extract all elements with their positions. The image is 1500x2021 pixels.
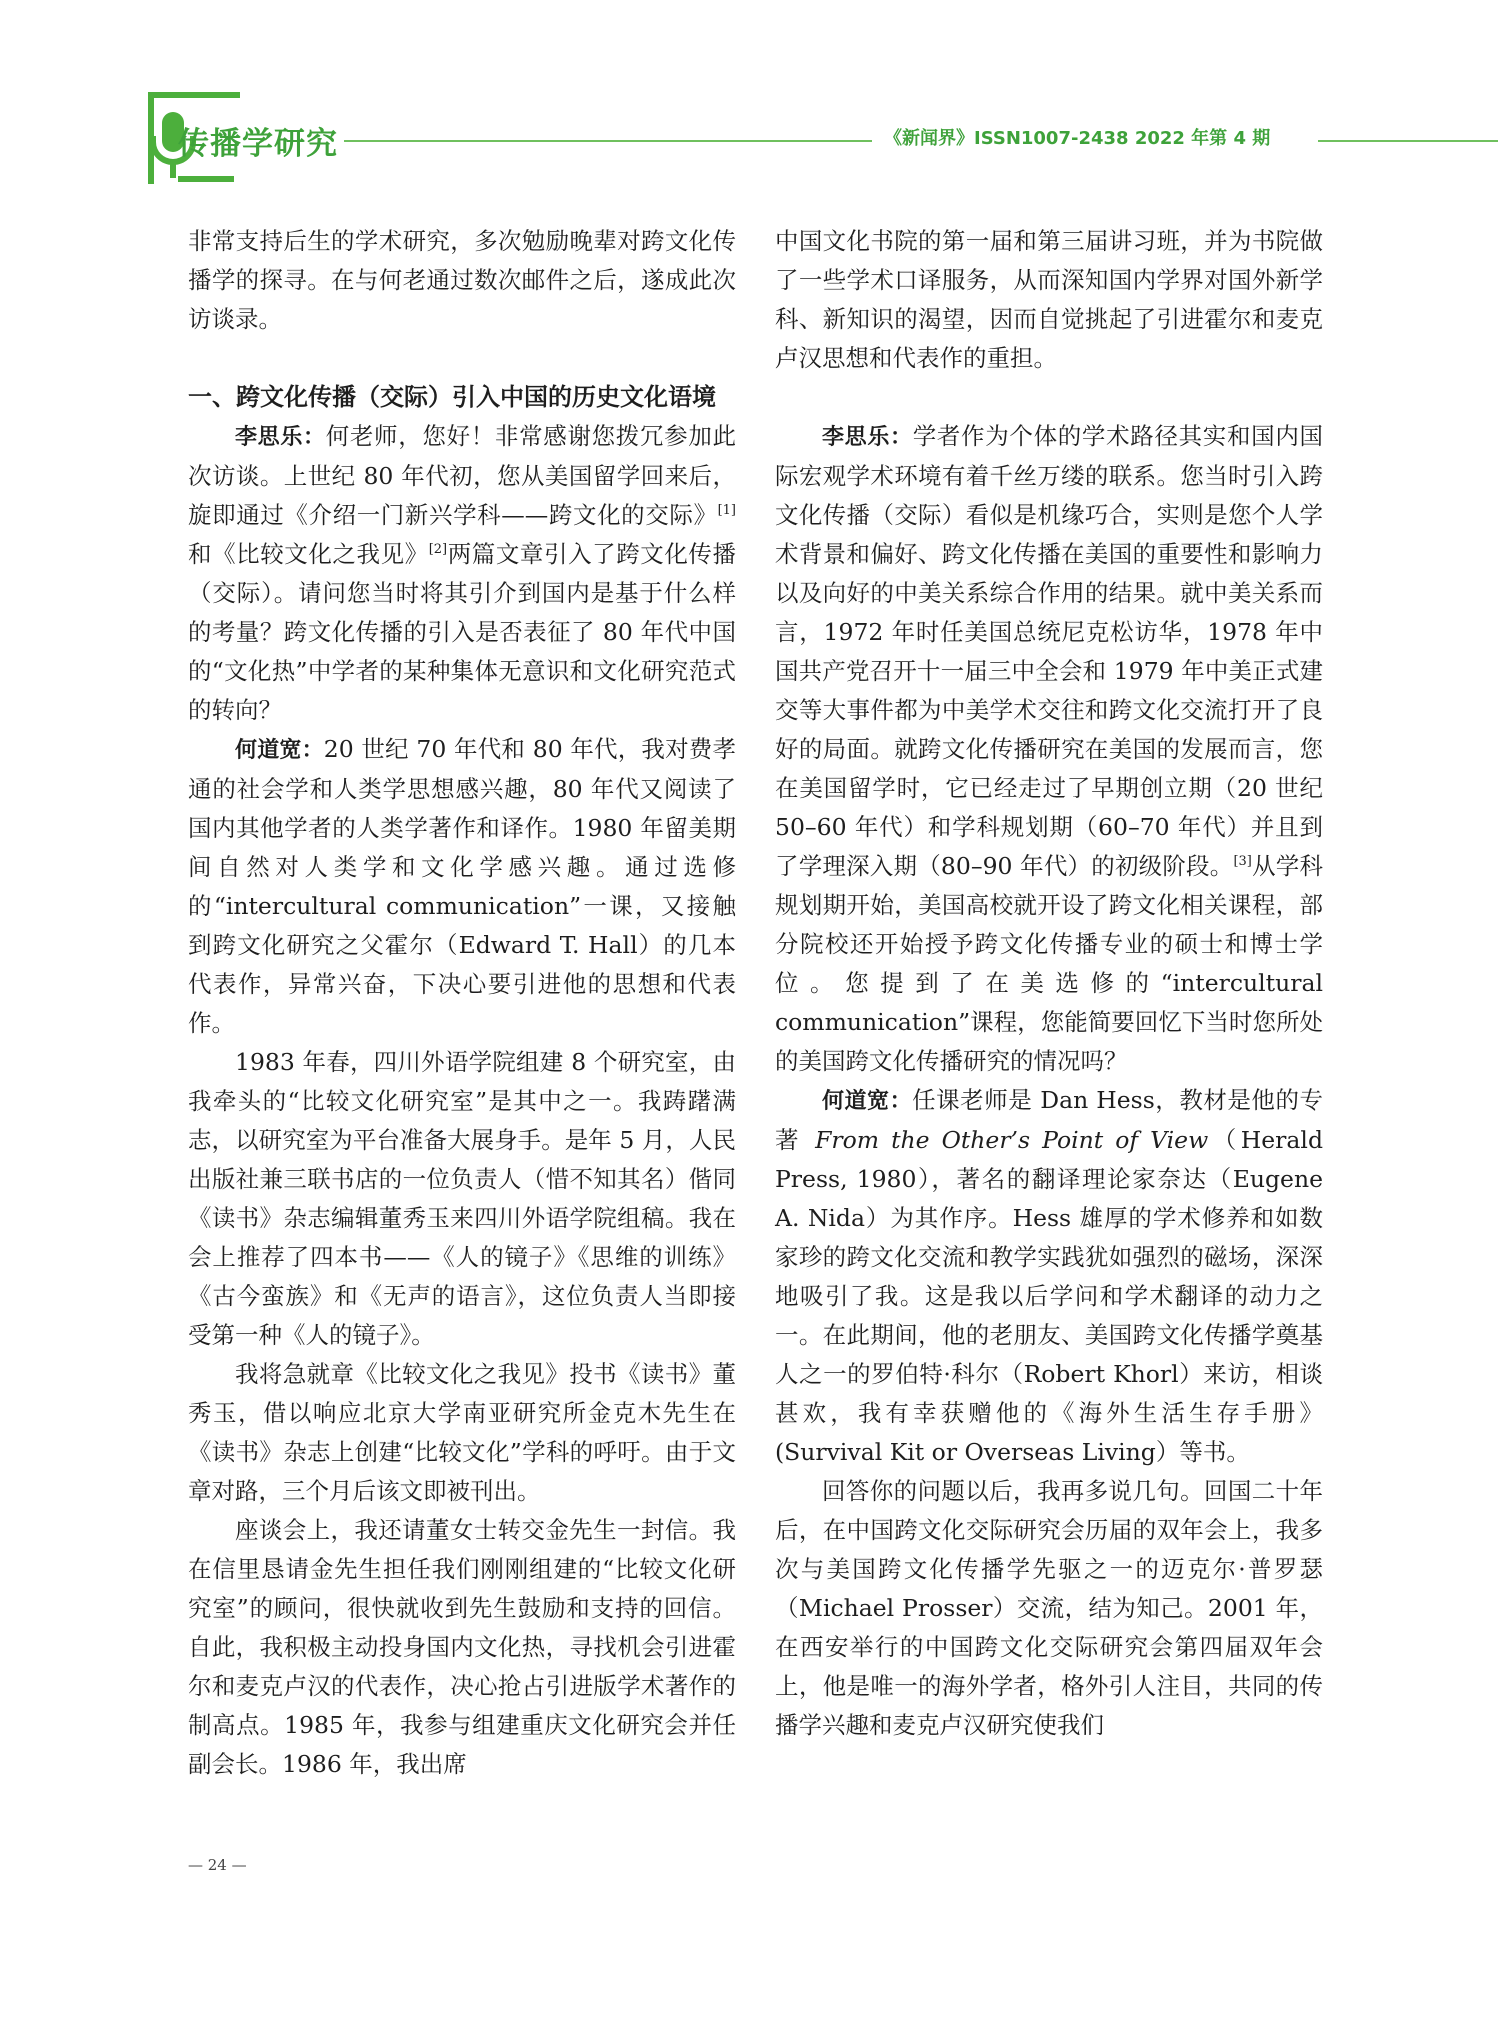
right-column: [775, 222, 1323, 1745]
paragraph-text: 从学科规划期开始，美国高校就开设了跨文化相关课程，部分院校还开始授予跨文化传播专业的硕士和博士学位。您提到了在美选修的“intercultural communication”课程，您能简要回忆下当时您所处的美国跨文化传播研究的情况吗？: [775, 852, 1323, 1075]
footnote-ref[interactable]: [1]: [717, 503, 736, 519]
speaker-label: 李思乐：: [235, 425, 326, 450]
book-title: From the Other’s Point of View: [815, 1126, 1209, 1154]
paragraph: 1983 年春，四川外语学院组建 8 个研究室，由我牵头的“比较文化研究室”是其中之一。我踌躇满志，以研究室为平台准备大展身手。是年 5 月，人民出版社兼三联书店的一位负责人（惜不知其名）偕同《读书》杂志编辑董秀玉来四川外语学院组稿。我在会上推荐了四本书——《人的镜子》《思维的训练》《古今蛮族》和《无声的语言》，这位负责人当即接受第一种《人的镜子》。: [188, 1048, 736, 1349]
paragraph: 非常支持后生的学术研究，多次勉励晚辈对跨文化传播学的探寻。在与何老通过数次邮件之后，遂成此次访谈录。: [188, 227, 736, 333]
journal-info: 《新闻界》ISSN1007-2438 2022 年第 4 期: [884, 128, 1271, 149]
paragraph-text: 何老师，您好！非常感谢您拨冗参加此次访谈。上世纪 80 年代初，您从美国留学回来后，旋即通过《介绍一门新兴学科——跨文化的交际》: [188, 422, 736, 529]
footnote-ref[interactable]: [2]: [428, 542, 448, 558]
paragraph-text: 任课老师是 Dan Hess，教材是他的专著: [775, 1086, 1323, 1154]
answer-paragraph: [188, 730, 736, 1043]
speaker-label: 何道宽：: [235, 738, 324, 763]
section-title: 传播学研究: [178, 126, 338, 162]
header-rule-right: [1318, 140, 1498, 142]
speaker-label: 李思乐：: [822, 425, 913, 450]
paragraph-text: 学者作为个体的学术路径其实和国内国际宏观学术环境有着千丝万缕的联系。您当时引入跨文化传播（交际）看似是机缘巧合，实则是您个人学术背景和偏好、跨文化传播在美国的重要性和影响力以及向好的中美关系综合作用的结果。就中美关系而言，1972 年时任美国总统尼克松访华，1978 年中国共产党召开十一届三中全会和 1979 年中美正式建交等大事件都为中美学术交往和跨文化交流打开了良好的局面。就跨文化传播研究在美国的发展而言，您在美国留学时，它已经走过了早期创立期（20 世纪 50–60 年代）和学科规划期（60–70 年代）并且到了学理深入期（80–90 年代）的初级阶段。: [775, 422, 1323, 880]
question-paragraph: [188, 417, 736, 730]
paragraph-text: 和《比较文化之我见》: [188, 540, 429, 568]
paragraph-text: 20 世纪 70 年代和 80 年代，我对费孝通的社会学和人类学思想感兴趣，80 年代又阅读了国内其他学者的人类学著作和译作。1980 年留美期间自然对人类学和文化学感兴趣。通过选修的“intercultural communication”一课，又接触到跨文化研究之父霍尔（Edward T. Hall）的几本代表作，异常兴奋，下决心要引进他的思想和代表作。: [188, 735, 736, 1037]
paragraph: 回答你的问题以后，我再多说几句。回国二十年后，在中国跨文化交际研究会历届的双年会上，我多次与美国跨文化传播学先驱之一的迈克尔·普罗瑟（Michael Prosser）交流，结为知己。2001 年，在西安举行的中国跨文化交际研究会第四届双年会上，他是唯一的海外学者，格外引人注目，共同的传播学兴趣和麦克卢汉研究使我们: [775, 1477, 1323, 1739]
speaker-label: 何道宽：: [822, 1089, 913, 1114]
left-column: [188, 222, 736, 1784]
paragraph: 座谈会上，我还请董女士转交金先生一封信。我在信里恳请金先生担任我们刚刚组建的“比较文化研究室”的顾问，很快就收到先生鼓励和支持的回信。自此，我积极主动投身国内文化热，寻找机会引进霍尔和麦克卢汉的代表作，决心抢占引进版学术著作的制高点。1985 年，我参与组建重庆文化研究会并任副会长。1986 年，我出席: [188, 1516, 736, 1778]
paragraph: 我将急就章《比较文化之我见》投书《读书》董秀玉，借以响应北京大学南亚研究所金克木先生在《读书》杂志上创建“比较文化”学科的呼吁。由于文章对路，三个月后该文即被刊出。: [188, 1360, 736, 1505]
question-paragraph: [775, 417, 1323, 1081]
paragraph: 中国文化书院的第一届和第三届讲习班，并为书院做了一些学术口译服务，从而深知国内学界对国外新学科、新知识的渴望，因而自觉挑起了引进霍尔和麦克卢汉思想和代表作的重担。: [775, 227, 1323, 372]
paragraph-text: （Herald Press, 1980），著名的翻译理论家奈达（Eugene A. Nida）为其作序。Hess 雄厚的学术修养和如数家珍的跨文化交流和教学实践犹如强烈的磁场，深深地吸引了我。这是我以后学问和学术翻译的动力之一。在此期间，他的老朋友、美国跨文化传播学奠基人之一的罗伯特·科尔（Robert Khorl）来访，相谈甚欢，我有幸获赠他的《海外生活生存手册》(Survival Kit or Overseas Living）等书。: [775, 1126, 1323, 1466]
section-heading: 一、跨文化传播（交际）引入中国的历史文化语境: [188, 383, 716, 411]
page-number: — 24 —: [188, 1856, 247, 1874]
footnote-ref[interactable]: [3]: [1233, 854, 1252, 870]
answer-paragraph: [775, 1081, 1323, 1472]
paragraph-text: 两篇文章引入了跨文化传播（交际）。请问您当时将其引介到国内是基于什么样的考量？跨文化传播的引入是否表征了 80 年代中国的“文化热”中学者的某种集体无意识和文化研究范式的转向？: [188, 540, 737, 724]
header-rule-left: [344, 140, 872, 142]
